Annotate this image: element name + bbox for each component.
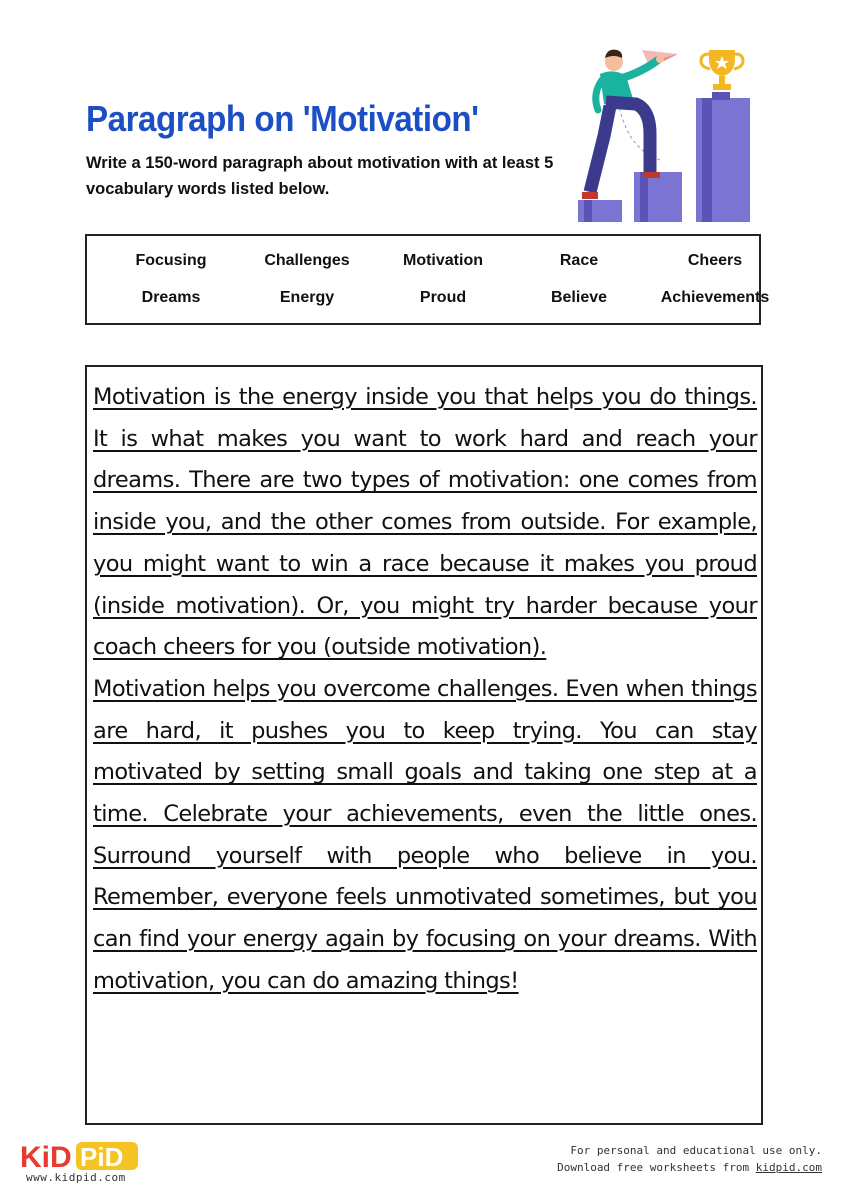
vocab-word: Dreams	[141, 289, 201, 306]
vocab-word: Energy	[279, 289, 335, 306]
vocab-word: Challenges	[264, 252, 350, 269]
footer-note-line2	[557, 1159, 822, 1176]
page-title: Paragraph on 'Motivation'	[86, 98, 479, 139]
paragraph-text	[93, 377, 757, 1003]
paragraph-2: Motivation helps you overcome challenges. Even when things are hard, it pushes you to keep trying. You can stay motivated by setting small goals and taking one step at a time. Celebrate your achievements, even the little ones. Surround yourself with people who believe in you. Remember, everyone feels unmotivated sometimes, but you can find your energy again by focusing on your dreams. With motivation, you can do amazing things!	[93, 675, 757, 994]
paragraph-box	[85, 365, 763, 1125]
vocab-word: Believe	[550, 289, 608, 306]
person-climbing-steps-to-trophy-icon	[570, 40, 760, 225]
footer-note-prefix: Download free worksheets from	[557, 1161, 756, 1174]
footer-link[interactable]: kidpid.com	[755, 1161, 822, 1174]
vocab-word: Proud	[419, 289, 467, 306]
vocab-word: Focusing	[135, 252, 207, 269]
vocabulary-grid	[103, 250, 783, 309]
vocab-word: Achievements	[660, 289, 770, 306]
vocab-word: Cheers	[687, 252, 743, 269]
vocab-word: Race	[559, 252, 599, 269]
vocab-word: Motivation	[403, 252, 483, 269]
footer-note	[557, 1142, 822, 1176]
footer-url: www.kidpid.com	[26, 1171, 126, 1184]
instructions-text: Write a 150-word paragraph about motivation with at least 5 vocabulary words listed below.	[86, 154, 554, 198]
logo-pid-text: PiD	[80, 1142, 124, 1172]
footer-note-line1: For personal and educational use only.	[570, 1144, 822, 1157]
logo-kid-text: KiD	[20, 1141, 72, 1174]
paragraph-1: Motivation is the energy inside you that helps you do things. It is what makes you want to work hard and reach your dreams. There are two types of motivation: one comes from inside you, and the other comes from outside. For example, you might want to win a race because it makes you proud (inside motivation). Or, you might try harder because your coach cheers for you (outside motivation).	[93, 384, 757, 661]
vocabulary-box	[85, 234, 770, 325]
